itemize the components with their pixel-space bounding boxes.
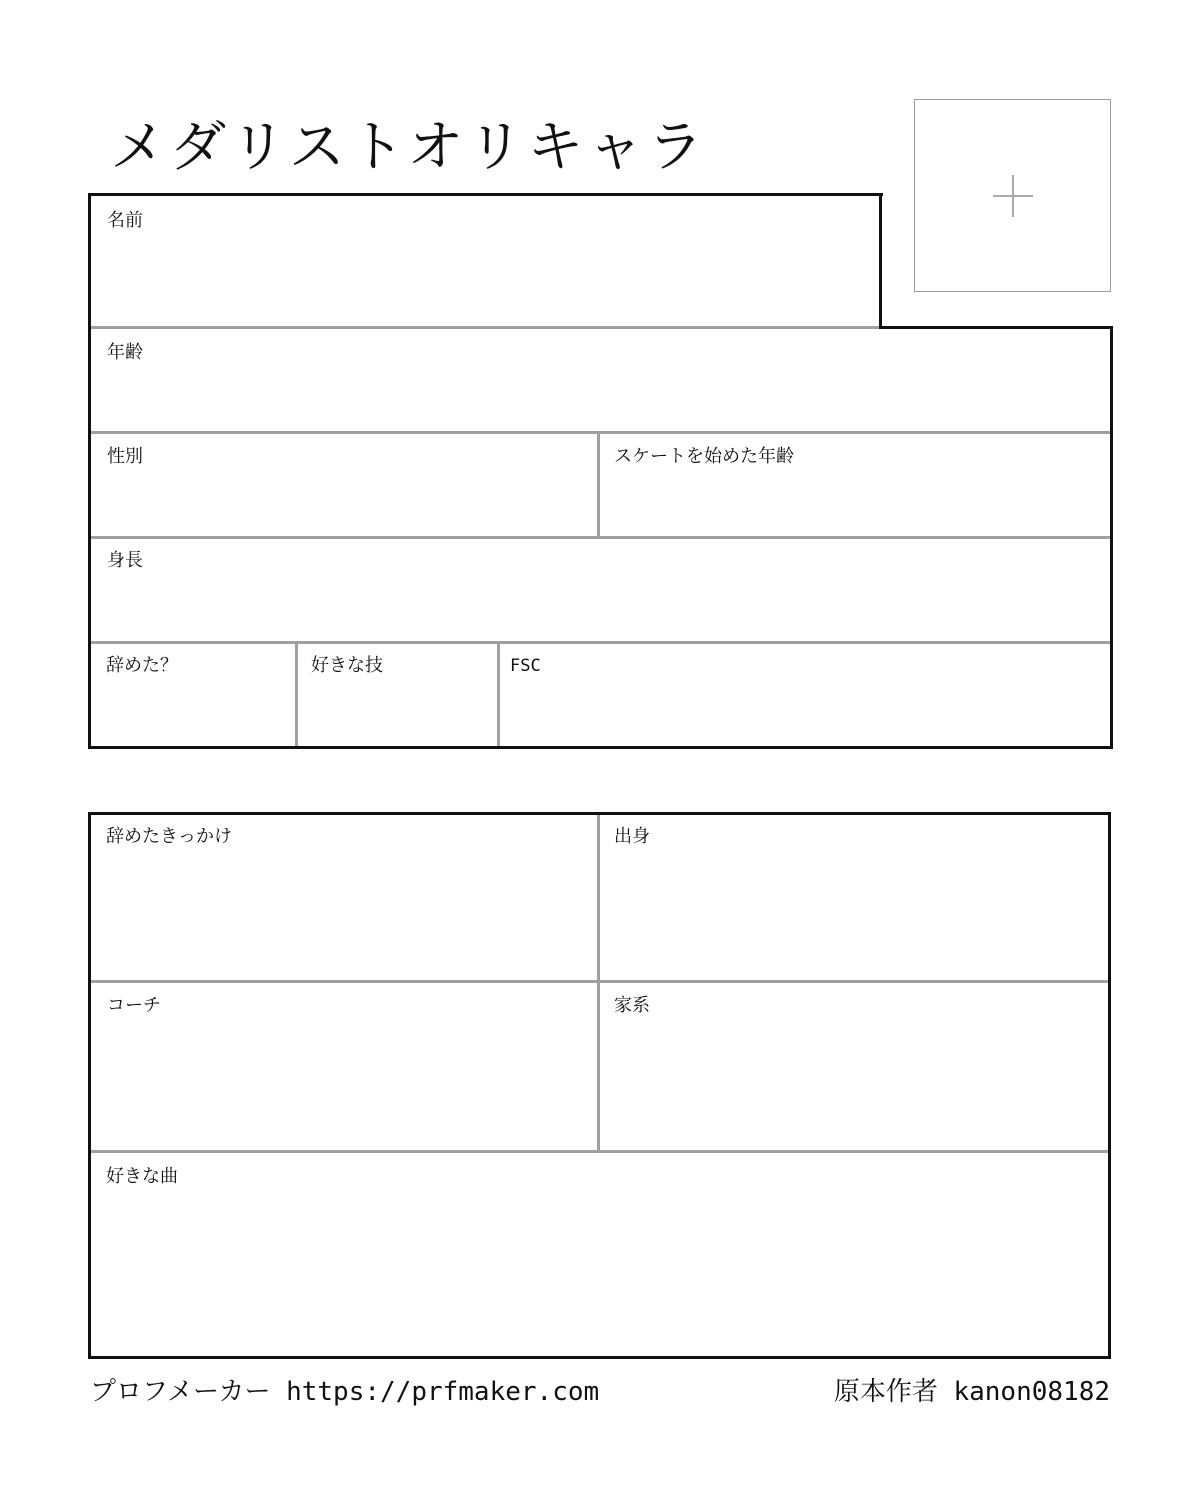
hometown-label: 出身 — [614, 826, 650, 847]
age-label: 年齢 — [107, 342, 143, 363]
border-right — [1110, 326, 1113, 749]
border-step-top — [879, 326, 1113, 329]
fsc-label: FSC — [510, 656, 541, 676]
height-label: 身長 — [107, 550, 143, 571]
divider-row2-row3 — [91, 1150, 1108, 1153]
age-field[interactable] — [90, 329, 1110, 432]
coach-label: コーチ — [107, 995, 161, 1016]
height-field[interactable] — [90, 539, 1110, 642]
quit-label: 辞めた？ — [106, 655, 178, 676]
gender-label: 性別 — [107, 446, 143, 467]
border-top — [88, 193, 883, 196]
footer-credit-link[interactable]: プロフメーカー https://prfmaker.com — [90, 1377, 600, 1407]
name-field[interactable] — [90, 196, 880, 327]
fsc-field[interactable] — [500, 644, 1110, 746]
skating-start-age-label: スケートを始めた年齢 — [614, 446, 794, 467]
gender-field[interactable] — [90, 434, 598, 537]
favorite-song-label: 好きな曲 — [106, 1166, 178, 1187]
divider-height-quit — [91, 641, 1110, 644]
border-right-2 — [1108, 812, 1111, 1359]
divider-row1-row2 — [91, 980, 1108, 983]
coach-field[interactable] — [91, 983, 598, 1151]
page-title: メダリストオリキャラ — [110, 115, 708, 180]
divider-gender-height — [91, 536, 1110, 539]
skating-start-age-field[interactable] — [600, 434, 1110, 537]
family-field[interactable] — [600, 983, 1108, 1151]
favorite-song-field[interactable] — [91, 1153, 1108, 1356]
divider-gender-startage — [597, 434, 600, 537]
border-left-2 — [88, 812, 91, 1359]
footer-author: 原本作者 kanon08182 — [833, 1377, 1110, 1407]
family-label: 家系 — [614, 995, 650, 1016]
border-left — [88, 193, 91, 749]
name-label: 名前 — [107, 210, 143, 231]
divider-name-age — [91, 326, 879, 329]
favorite-skill-field[interactable] — [298, 644, 498, 746]
divider-quit-skill — [295, 644, 298, 746]
photo-upload-button[interactable] — [914, 99, 1111, 292]
divider-age-gender — [91, 431, 1110, 434]
divider-vertical-2 — [597, 815, 600, 1151]
quit-reason-field[interactable] — [91, 815, 598, 981]
border-name-right — [879, 193, 882, 329]
border-bottom — [88, 746, 1113, 749]
plus-icon-vertical — [1012, 175, 1014, 217]
hometown-field[interactable] — [600, 815, 1108, 981]
quit-reason-label: 辞めたきっかけ — [106, 826, 232, 847]
quit-field[interactable] — [90, 644, 296, 746]
favorite-skill-label: 好きな技 — [311, 655, 383, 676]
border-bottom-2 — [88, 1356, 1111, 1359]
divider-skill-fsc — [497, 644, 500, 746]
